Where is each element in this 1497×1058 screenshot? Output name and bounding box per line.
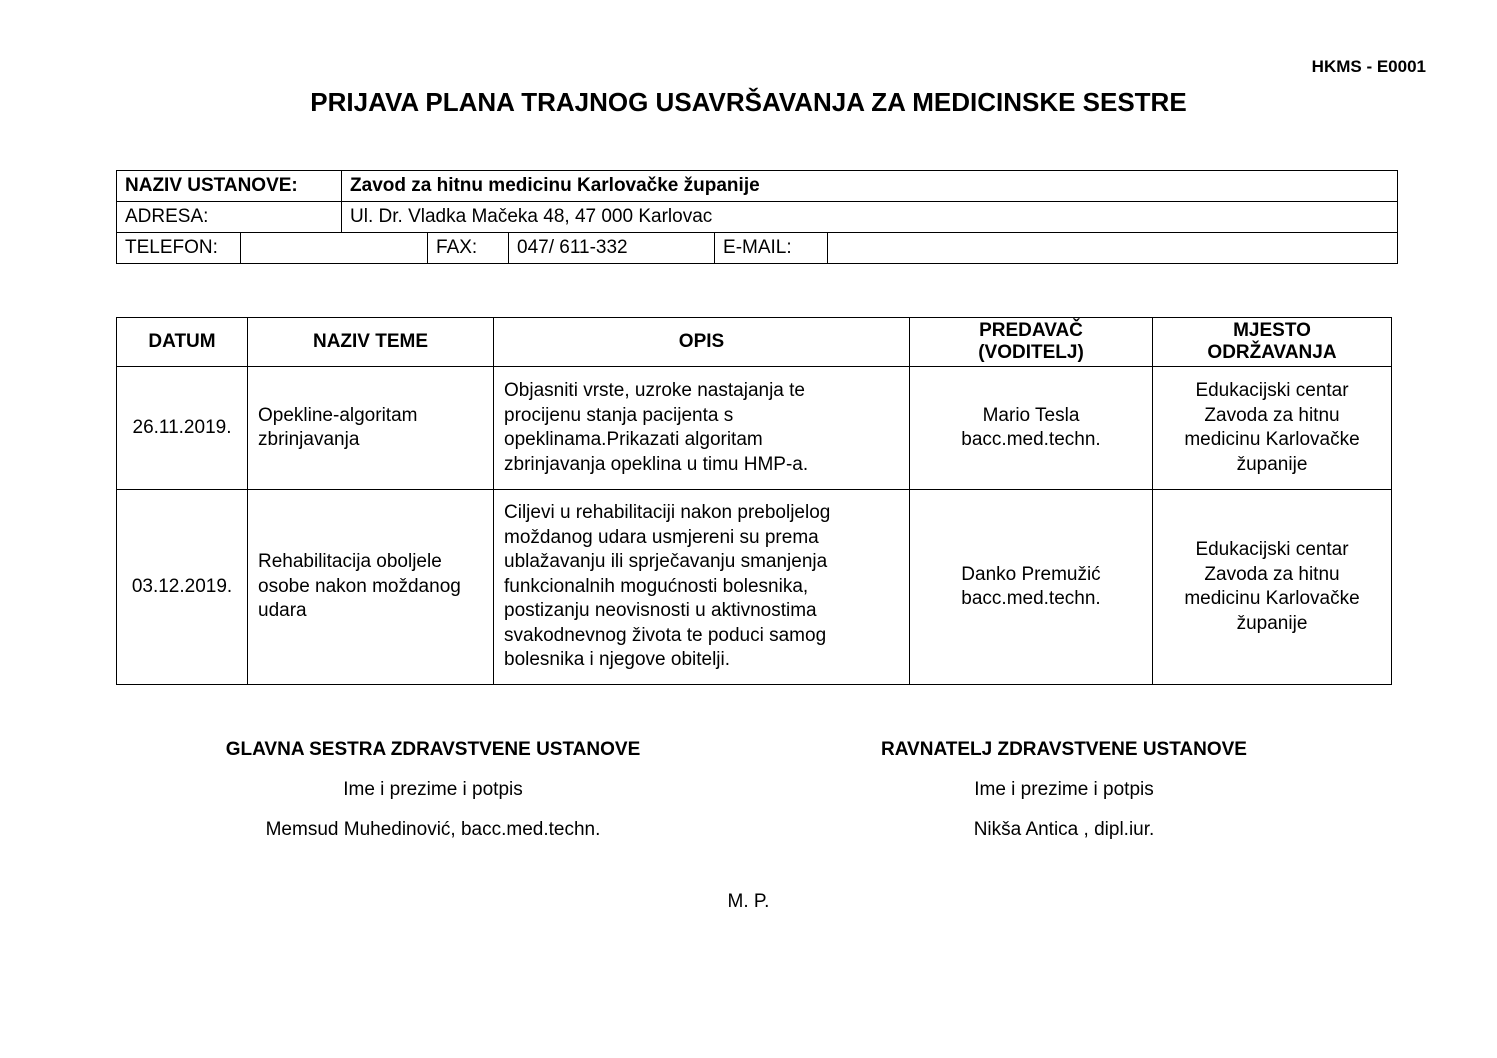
fax-label: FAX:	[428, 233, 509, 264]
institution-table	[116, 170, 1398, 264]
header-date: DATUM	[117, 318, 248, 367]
email-label: E-MAIL:	[715, 233, 828, 264]
institution-address-value: Ul. Dr. Vladka Mačeka 48, 47 000 Karlovac	[342, 202, 1398, 233]
phone-value	[241, 233, 428, 264]
header-description: OPIS	[494, 318, 910, 367]
row-description	[494, 490, 910, 685]
row-venue-text: Edukacijski centar Zavoda za hitnu medicinu Karlovačke županije	[1184, 380, 1360, 475]
table-row	[117, 367, 1392, 490]
institution-name-label: NAZIV USTANOVE:	[117, 171, 342, 202]
header-venue	[1153, 318, 1392, 367]
director-signature-block	[764, 739, 1364, 843]
institution-name-row	[117, 171, 1398, 202]
head-nurse-caption: Ime i prezime i potpis	[343, 779, 523, 800]
page-title: PRIJAVA PLANA TRAJNOG USAVRŠAVANJA ZA MEDICINSKE SESTRE	[310, 87, 1187, 117]
row-lecturer-text: Mario Tesla bacc.med.techn.	[961, 404, 1101, 450]
institution-name-value: Zavod za hitnu medicinu Karlovačke županije	[342, 171, 1398, 202]
header-lecturer-text: PREDAVAČ (VODITELJ)	[978, 320, 1084, 363]
head-nurse-name: Memsud Muhedinović, bacc.med.techn.	[265, 819, 601, 840]
director-heading: RAVNATELJ ZDRAVSTVENE USTANOVE	[881, 739, 1247, 760]
head-nurse-signature-block	[133, 739, 733, 843]
row-venue	[1153, 490, 1392, 685]
row-date: 26.11.2019.	[117, 367, 248, 490]
row-lecturer	[910, 367, 1153, 490]
institution-address-row	[117, 202, 1398, 233]
director-name: Nikša Antica , dipl.iur.	[973, 819, 1155, 840]
institution-contact-row	[117, 233, 1398, 264]
row-topic	[248, 490, 494, 685]
plan-table	[116, 317, 1392, 685]
row-date: 03.12.2019.	[117, 490, 248, 685]
head-nurse-heading: GLAVNA SESTRA ZDRAVSTVENE USTANOVE	[225, 739, 641, 760]
row-venue	[1153, 367, 1392, 490]
header-topic: NAZIV TEME	[248, 318, 494, 367]
row-description-text: Objasniti vrste, uzroke nastajanja te procijenu stanja pacijenta s opeklinama.Prikazati algoritam zbrinjavanja opeklina u timu HMP-a.	[504, 380, 809, 475]
header-lecturer	[910, 318, 1153, 367]
row-lecturer-text: Danko Premužić bacc.med.techn.	[961, 563, 1101, 609]
row-topic-text: Rehabilitacija oboljele osobe nakon moždanog udara	[258, 551, 461, 622]
email-value	[828, 233, 1398, 264]
stamp-placeholder: M. P.	[727, 891, 770, 912]
table-row	[117, 490, 1392, 685]
director-caption: Ime i prezime i potpis	[974, 779, 1154, 800]
row-topic: Opekline-algoritam zbrinjavanja	[248, 367, 494, 490]
row-description	[494, 367, 910, 490]
row-venue-text: Edukacijski centar Zavoda za hitnu medicinu Karlovačke županije	[1184, 539, 1360, 634]
institution-address-label: ADRESA:	[117, 202, 342, 233]
plan-header-row	[117, 318, 1392, 367]
row-description-text: Ciljevi u rehabilitaciji nakon preboljelog moždanog udara usmjereni su prema ublažavanju ili sprječavanju smanjenja funkcionalnih mogućnosti bolesnika, postizanju neovisnosti u aktivnostima svakodnevnog života te poduci samog bolesnika i njegove obitelji.	[504, 502, 831, 671]
header-venue-text: MJESTO ODRŽAVANJA	[1207, 320, 1337, 363]
row-lecturer	[910, 490, 1153, 685]
fax-value: 047/ 611-332	[509, 233, 715, 264]
phone-label: TELEFON:	[117, 233, 241, 264]
form-code: HKMS - E0001	[1311, 57, 1426, 76]
